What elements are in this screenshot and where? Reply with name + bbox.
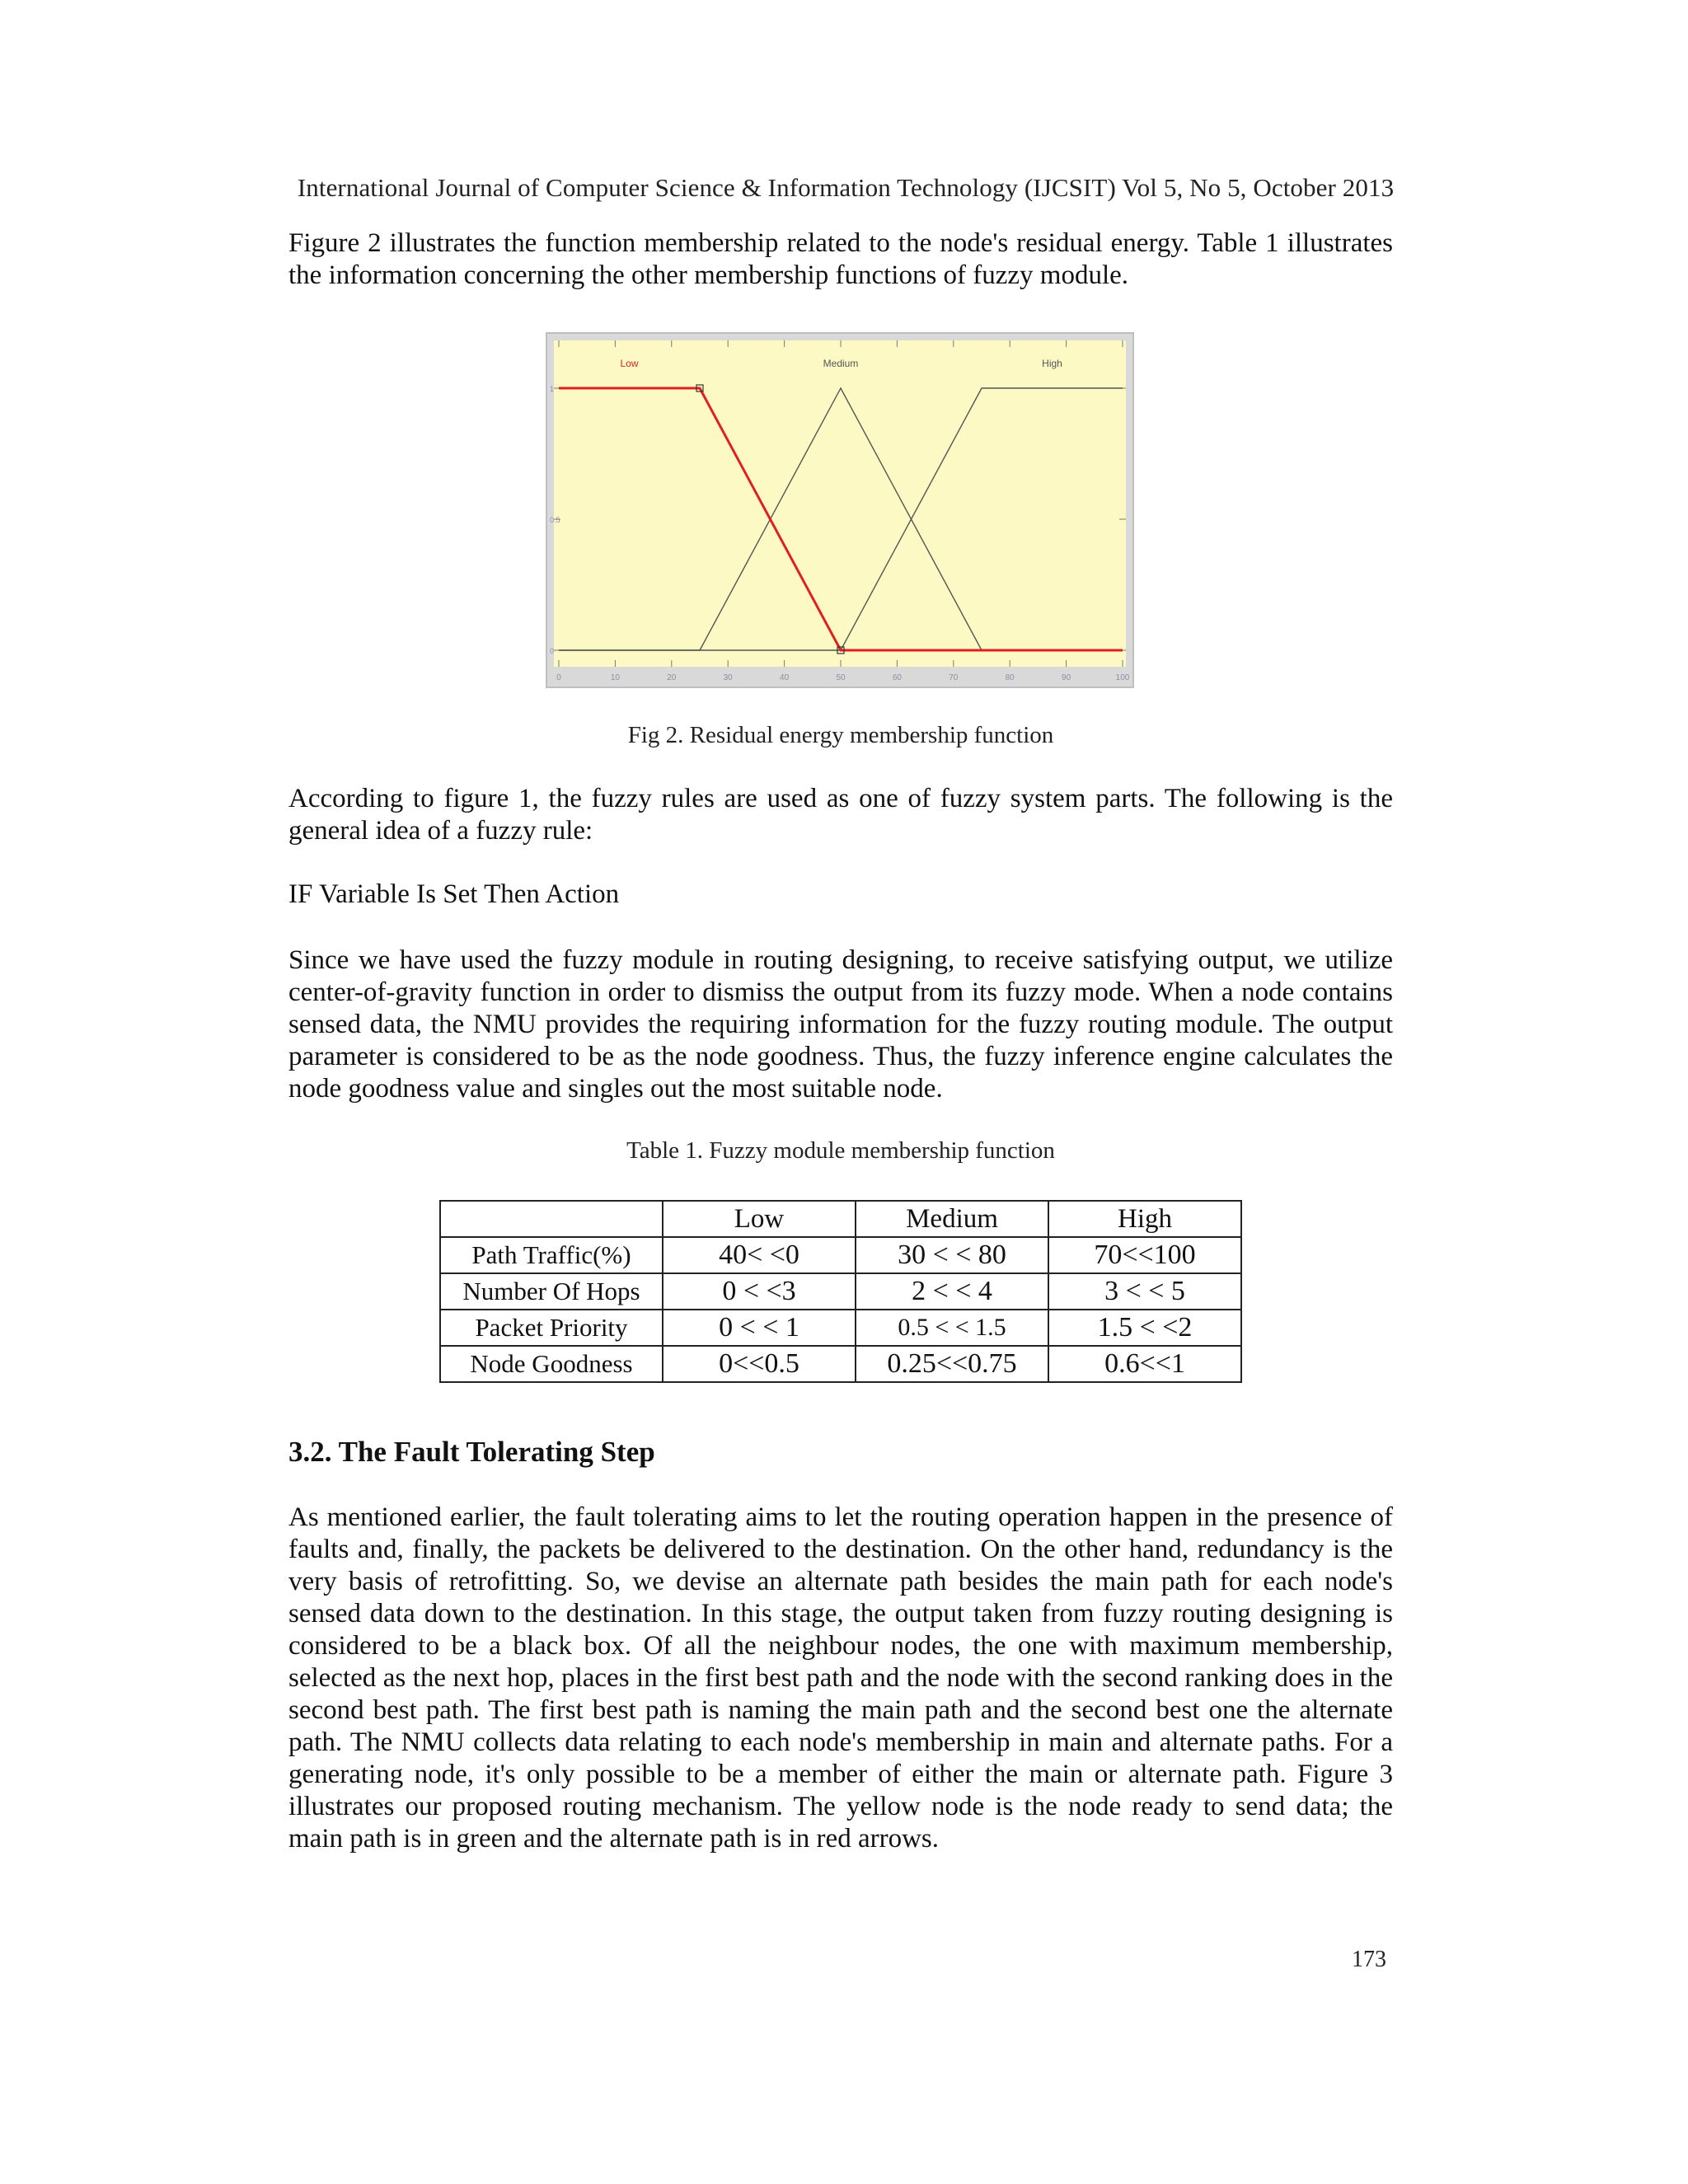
x-tick-label: 40 bbox=[780, 673, 790, 682]
rules-text: According to figure 1, the fuzzy rules are used as one of fuzzy system parts. The following is the general idea of a fuzzy rule: bbox=[288, 784, 1393, 846]
figure-residual-energy bbox=[546, 332, 1134, 688]
cell-low: 0 < < 1 bbox=[663, 1310, 856, 1346]
table-row bbox=[440, 1310, 1241, 1346]
column-header-high: High bbox=[1048, 1201, 1241, 1237]
x-tick-label: 70 bbox=[949, 673, 959, 682]
section-heading: 3.2. The Fault Tolerating Step bbox=[288, 1436, 655, 1468]
cell-medium: 30 < < 80 bbox=[856, 1237, 1048, 1273]
y-tick-label: 0 bbox=[550, 647, 555, 655]
x-tick-label: 10 bbox=[610, 673, 620, 682]
cell-medium: 0.25<<0.75 bbox=[856, 1346, 1048, 1382]
rules-paragraph bbox=[288, 783, 1393, 847]
membership-function-chart bbox=[547, 334, 1132, 687]
column-header-medium: Medium bbox=[856, 1201, 1048, 1237]
cell-high: 3 < < 5 bbox=[1048, 1273, 1241, 1310]
x-tick-label: 30 bbox=[723, 673, 733, 682]
fault-text: As mentioned earlier, the fault tolerating aims to let the routing operation happen in the presence of faults and, finally, the packets be delivered to the destination. On the other hand, redundancy is the very basis of retrofitting. So, we devise an alternate path besides the main path for each node's sensed data down to the destination. In this stage, the output taken from fuzzy routing designing is considered to be a black box. Of all the neighbour nodes, the one with maximum membership, selected as the next hop, places in the first best path and the node with the second ranking does in the second best path. The first best path is naming the main path and the second best one the alternate path. The NMU collects data relating to each node's membership in main and alternate paths. For a generating node, it's only possible to be a member of either the main or alternate path. Figure 3 illustrates our proposed routing mechanism. The yellow node is the node ready to send data; the main path is in green and the alternate path is in red arrows. bbox=[288, 1502, 1393, 1854]
table-row bbox=[440, 1273, 1241, 1310]
cell-high: 1.5 < <2 bbox=[1048, 1310, 1241, 1346]
series-label: Medium bbox=[823, 358, 859, 369]
figure-caption: Fig 2. Residual energy membership function bbox=[627, 722, 1054, 748]
page-number: 173 bbox=[1352, 1947, 1386, 1972]
series-label: High bbox=[1042, 358, 1062, 369]
journal-header: International Journal of Computer Science & Information Technology (IJCSIT) Vol 5, No 5, October 2013 bbox=[297, 173, 1395, 202]
x-tick-label: 20 bbox=[667, 673, 677, 682]
x-tick-label: 50 bbox=[836, 673, 846, 682]
y-tick-label: 1 bbox=[550, 385, 555, 393]
cog-paragraph bbox=[288, 944, 1393, 1105]
intro-text: Figure 2 illustrates the function membership related to the node's residual energy. Table 1 illustrates the information concerning the other membership functions of fuzzy module. bbox=[288, 228, 1393, 290]
column-header-low: Low bbox=[663, 1201, 856, 1237]
series-label: Low bbox=[620, 358, 639, 369]
rule-text: IF Variable Is Set Then Action bbox=[288, 879, 620, 909]
cell-medium: 2 < < 4 bbox=[856, 1273, 1048, 1310]
fault-paragraph bbox=[288, 1502, 1393, 1855]
x-tick-label: 100 bbox=[1115, 673, 1130, 682]
row-label: Path Traffic(%) bbox=[440, 1237, 663, 1273]
table-row bbox=[440, 1346, 1241, 1382]
table-row bbox=[440, 1237, 1241, 1273]
row-label: Node Goodness bbox=[440, 1346, 663, 1382]
x-tick-label: 60 bbox=[892, 673, 902, 682]
cell-medium: 0.5 < < 1.5 bbox=[856, 1310, 1048, 1346]
table-corner-cell bbox=[440, 1201, 663, 1237]
cell-high: 70<<100 bbox=[1048, 1237, 1241, 1273]
table-header-row bbox=[440, 1201, 1241, 1237]
row-label: Packet Priority bbox=[440, 1310, 663, 1346]
x-tick-label: 80 bbox=[1005, 673, 1015, 682]
membership-table bbox=[439, 1200, 1242, 1383]
intro-paragraph bbox=[288, 227, 1393, 292]
y-tick-label: 0.5 bbox=[550, 516, 560, 524]
cell-high: 0.6<<1 bbox=[1048, 1346, 1241, 1382]
row-label: Number Of Hops bbox=[440, 1273, 663, 1310]
cell-low: 40< <0 bbox=[663, 1237, 856, 1273]
x-tick-label: 90 bbox=[1062, 673, 1071, 682]
cell-low: 0 < <3 bbox=[663, 1273, 856, 1310]
cell-low: 0<<0.5 bbox=[663, 1346, 856, 1382]
cog-text: Since we have used the fuzzy module in routing designing, to receive satisfying output, we utilize center-of-gravity function in order to dismiss the output from its fuzzy mode. When a node contains sensed data, the NMU provides the requiring information for the fuzzy routing module. The output parameter is considered to be as the node goodness. Thus, the fuzzy inference engine calculates the node goodness value and singles out the most suitable node. bbox=[288, 945, 1393, 1104]
rule-line bbox=[288, 879, 1393, 911]
x-tick-label: 0 bbox=[556, 673, 561, 682]
table-caption: Table 1. Fuzzy module membership function bbox=[626, 1137, 1055, 1164]
